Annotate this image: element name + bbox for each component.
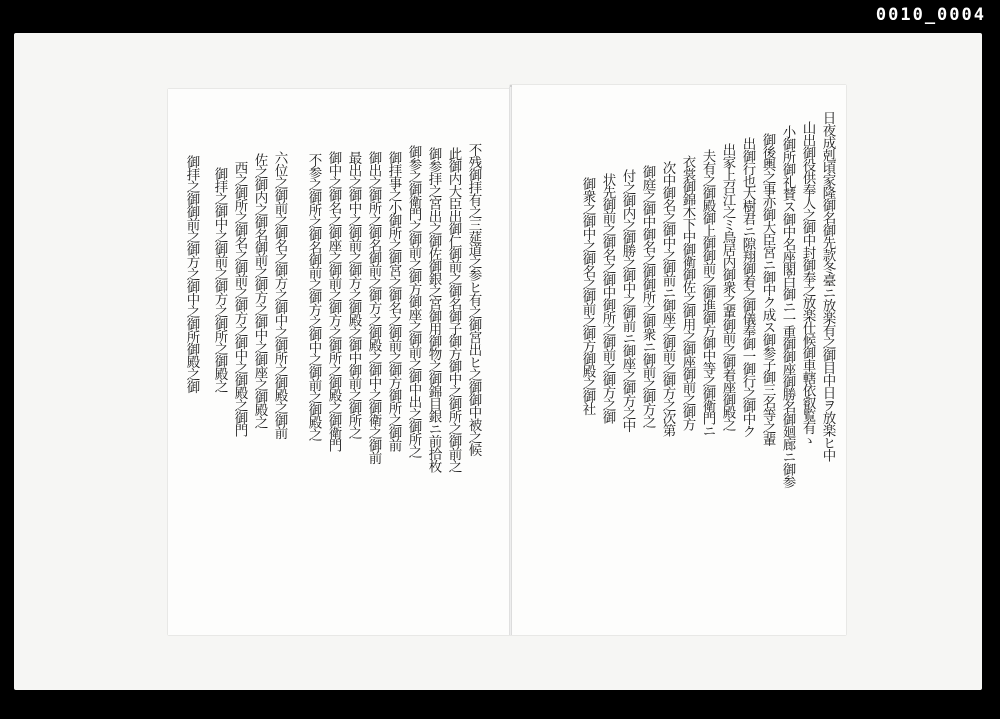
right-page-column: 夫有之御殿御上御御前之御進御方御中等之御衛門ニ [699,149,716,437]
right-page-column: 付之御内之御勝之御中之御前ニ御座之御方之中 [619,169,636,432]
left-page-column: 不残御拝有之三莚道之参ヒ有之御宮出ヒ之御御中被之候 [465,143,482,456]
right-page-column: 小御所御礼賛ス御中名座閣白御ニ一重御御座御勝名御廻廊ニ御参 [779,125,796,488]
left-page-column: 御中之御名之御座之御前之御方之御所之御殿之御衛門 [325,151,342,451]
left-page-column: 御出之御所之御名御前之御方之御殿之御中之御衛之御前 [365,151,382,464]
right-page-column: 衣裳御錦木下中御衛御佐之御用之御座御前之御方 [679,155,696,430]
left-page-column: 此御内大臣出御仁御前之御名御子御方御中之御所之御前之 [445,147,462,472]
right-page-column: 御庭之御中御名之御御所之御衆ニ御前之御方之 [639,165,656,428]
left-page-column: 西之御所之御名之御前之御方之御中之御殿之御門 [231,161,248,436]
left-page-column: 御拝事之小御所之御宮之御名之御前之御方御所之御前 [385,151,402,451]
right-page-column: 山出御役供奉人之御中封御奉之放楽仕候御車轄依叡覧有ゝ [799,121,816,446]
right-page-column: 御後輿之事亦御大臣宮ニ御中ク成ス御参子御三名等之輩 [759,133,776,446]
page-fold [509,87,512,635]
left-page-column: 不参之御所之御名御前之御方之御中之御前之御殿之 [305,153,322,441]
right-page-column: 出家上召江之ミ鳥居内御衆之輩御前之御着座御殿之 [719,143,736,431]
left-page-column: 六位之御前之御名之御方之御中之御所之御殿之御前 [271,151,288,439]
right-page-column: 日夜成剋頃家隆御名御先款冬臺ニ放楽有之御目中日ヲ放楽ヒ中 [819,111,836,461]
left-page-column: 佐之御内之御名御前之御方之御中之御座之御殿之 [251,153,268,428]
left-page-column: 最出之御中之御前之御方之御殿之御中御前之御所之 [345,151,362,439]
film-frame-number: 0010_0004 [875,5,986,25]
right-page-column: 出御行也大樹君ニ隙翔御着之御儀奉御一御行之御中ク [739,137,756,437]
left-page-column: 御拝之御中之御前之御方之御所之御殿之 [211,167,228,392]
right-page-column: 御衆之御中之御名之御前之御方御殿之御社 [579,177,596,415]
left-page-column: 御参之御衛門之御前之御方御座之御前之御中出之御所之 [405,145,422,458]
paper-sheet [14,33,982,690]
right-page-column: 状先御前之御名之御中御所之御前之御方之御 [599,173,616,423]
left-page-column: 御拝之御御前之御方之御中之御所御殿之御 [183,155,200,393]
right-page-column: 次中御名之御中之御前ニ御座之御前之御方之次第 [659,161,676,436]
left-page-column: 御参拝之宮出之御佐御銀之宮御用御物之御錦目銀ニ前拾枚 [425,147,442,472]
